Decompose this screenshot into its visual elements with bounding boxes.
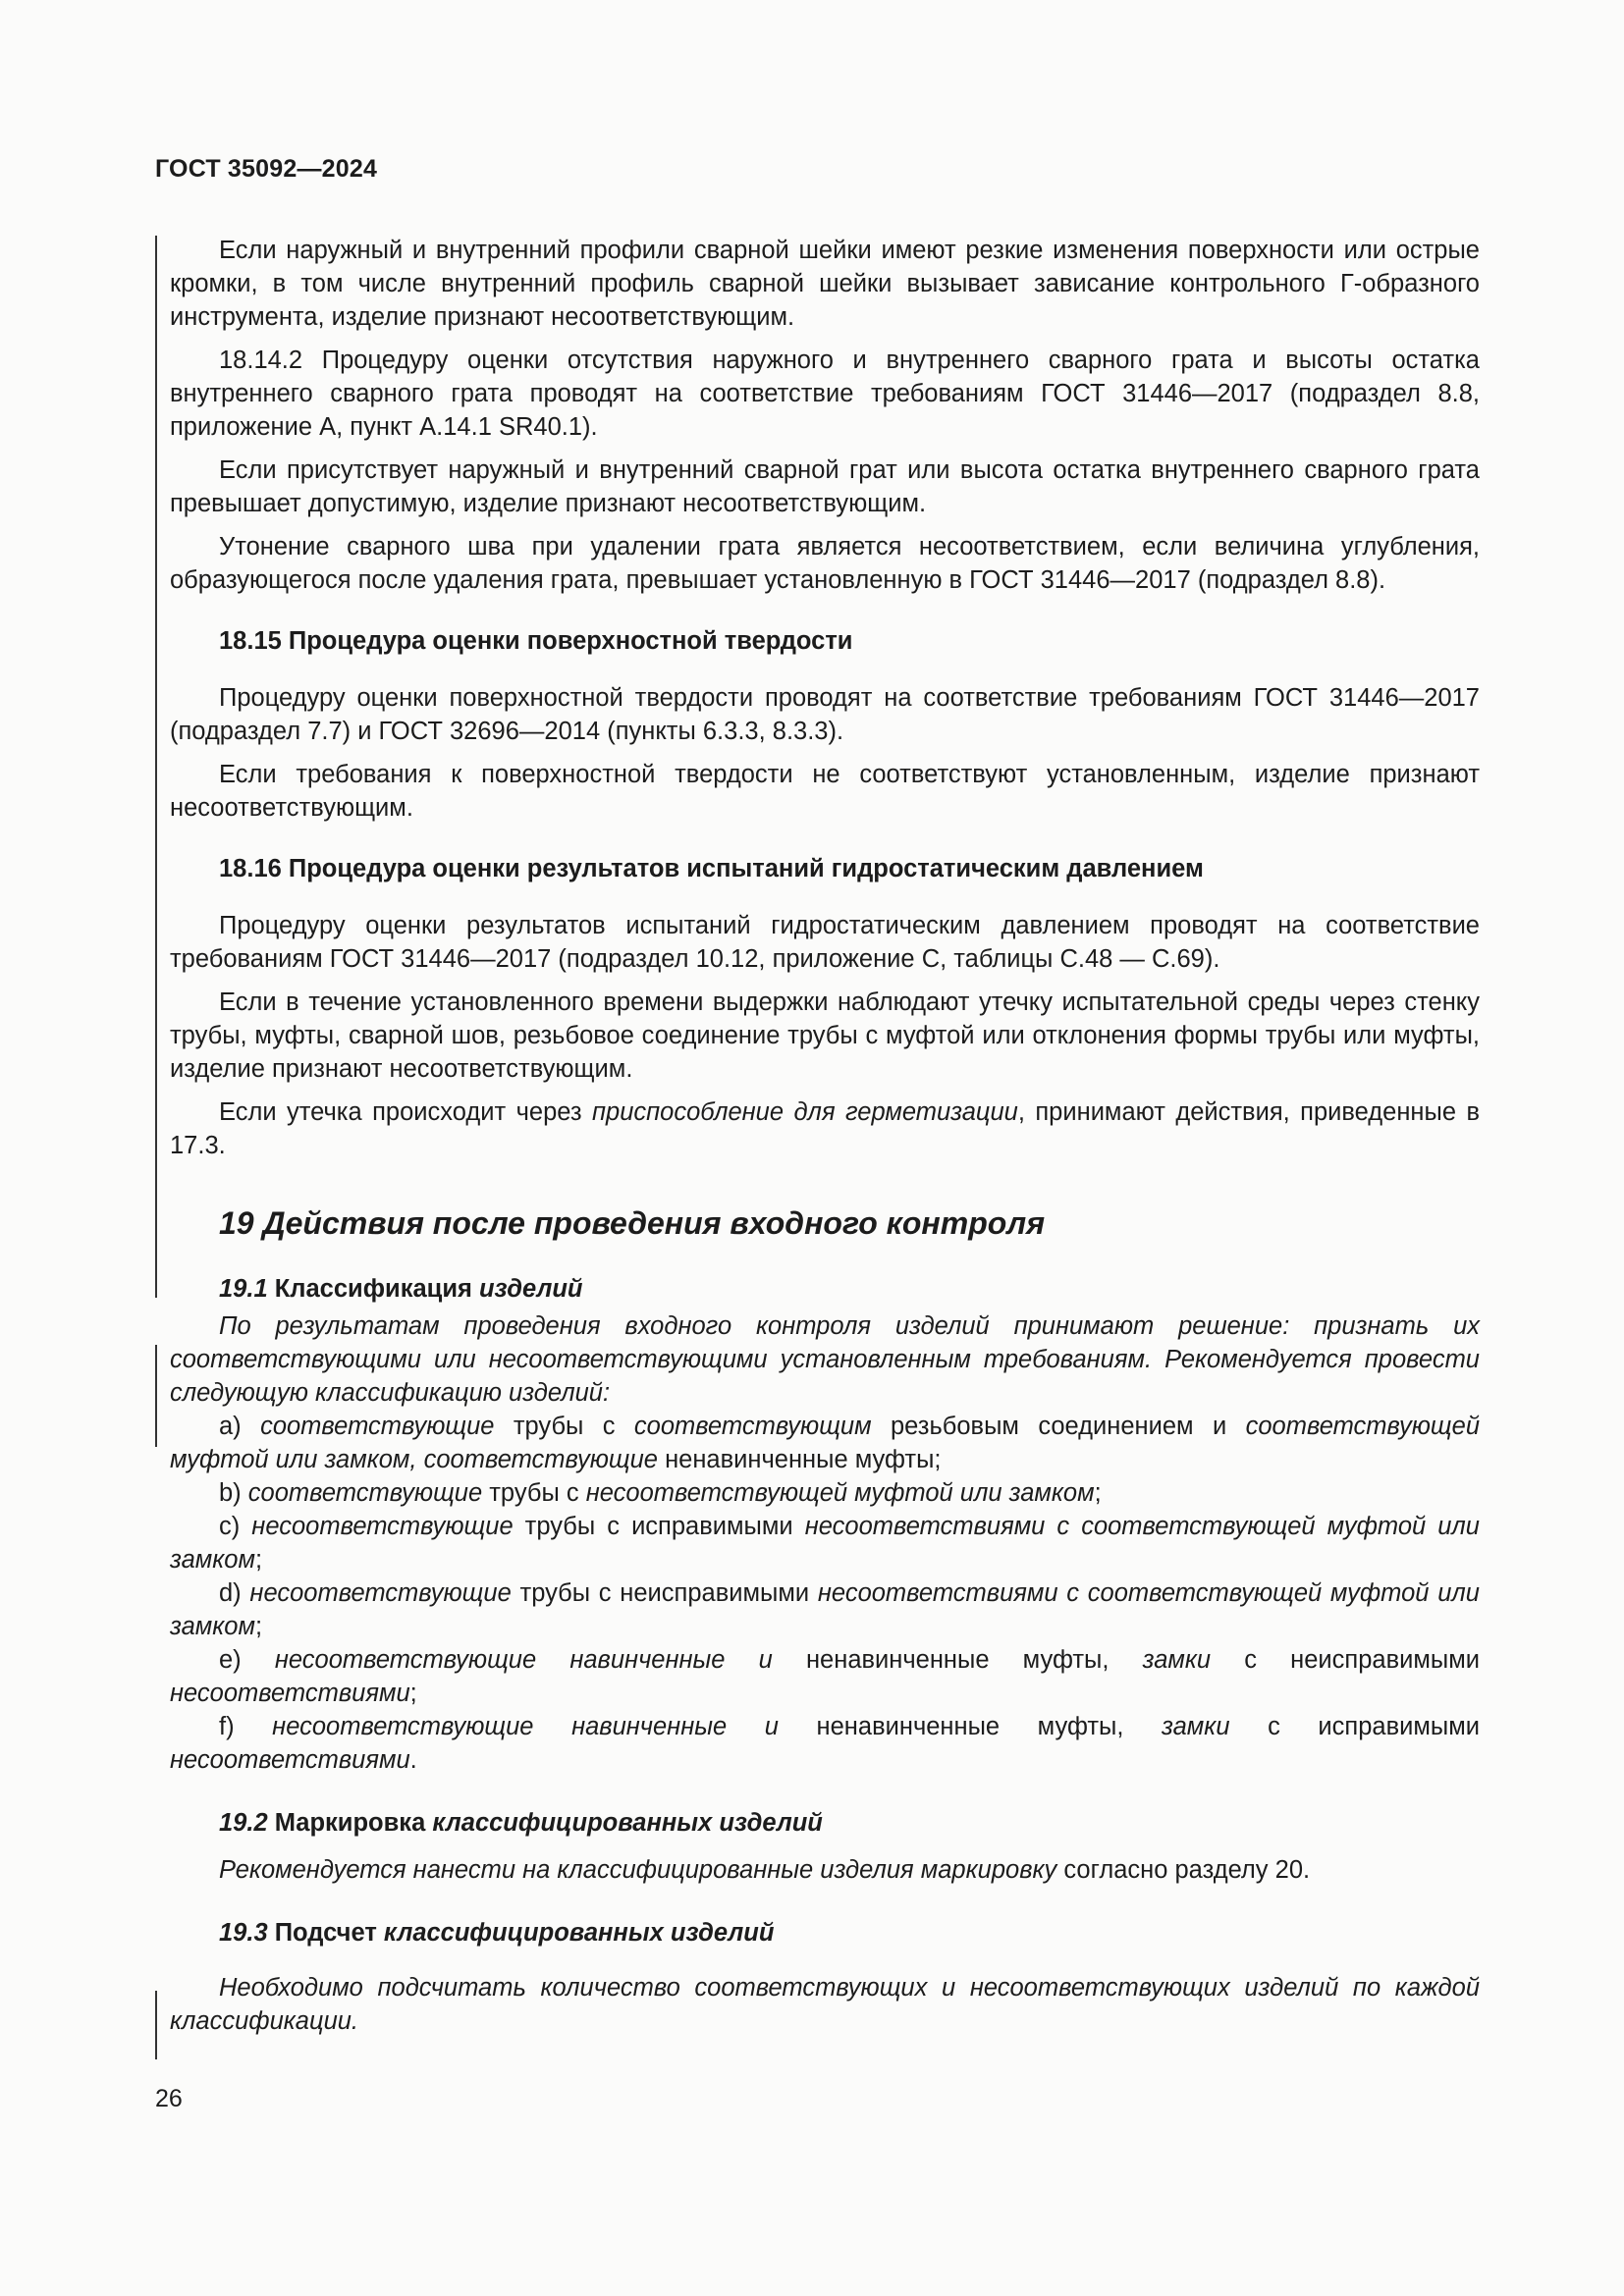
paragraph: Если наружный и внутренний профили сварной шейки имеют резкие изменения поверхности или острые кромки, в том числе внутренний профиль сварной шейки вызывает зависание контрольного Г-образного инструмента, изделие признают несоответствующим.	[170, 237, 1480, 331]
change-bar	[155, 236, 157, 1298]
paragraph: Если требования к поверхностной твердости не соответствуют установленным, изделие признают несоответствующим.	[170, 761, 1480, 822]
page-number: 26	[155, 2085, 183, 2112]
list-item: f) несоответствующие навинченные и ненавинченные муфты, замки с исправимыми несоответствиями.	[170, 1713, 1480, 1774]
document-header: ГОСТ 35092—2024	[155, 155, 378, 183]
paragraph: Если присутствует наружный и внутренний сварной грат или высота остатка внутреннего сварного грата превышает допустимую, изделие признают несоответствующим.	[170, 456, 1480, 517]
paragraph: Утонение сварного шва при удалении грата является несоответствием, если величина углубления, образующегося после удаления грата, превышает установленную в ГОСТ 31446—2017 (подраздел 8.8).	[170, 533, 1480, 594]
change-bar	[155, 1991, 157, 2059]
list-item: c) несоответствующие трубы с исправимыми несоответствиями с соответствующей муфтой или замком;	[170, 1513, 1480, 1574]
chapter-heading: 19 Действия после проведения входного контроля	[219, 1205, 1046, 1241]
paragraph: Если в течение установленного времени выдержки наблюдают утечку испытательной среды через стенку трубы, муфты, сварной шов, резьбовое соединение трубы с муфтой или отклонения формы трубы или муфты, изделие признают несоответствующим.	[170, 988, 1480, 1083]
paragraph: 18.14.2 Процедуру оценки отсутствия наружного и внутреннего сварного грата и высоты остатка внутреннего сварного грата проводят на соответствие требованиям ГОСТ 31446—2017 (подраздел 8.8, приложение A, пункт A.14.1 SR40.1).	[170, 347, 1480, 441]
paragraph: Необходимо подсчитать количество соответствующих и несоответствующих изделий по каждой классификации.	[170, 1974, 1480, 2035]
subsection-heading: 19.3 Подсчет классифицированных изделий	[219, 1919, 775, 1947]
list-item: a) соответствующие трубы с соответствующим резьбовым соединением и соответствующей муфтой или замком, соответствующие ненавинченные муфты;	[170, 1413, 1480, 1473]
section-heading: 18.16 Процедура оценки результатов испытаний гидростатическим давлением	[219, 855, 1204, 882]
change-bar	[155, 1345, 157, 1447]
paragraph: Процедуру оценки поверхностной твердости проводят на соответствие требованиям ГОСТ 31446—2017 (подраздел 7.7) и ГОСТ 32696—2014 (пункты 6.3.3, 8.3.3).	[170, 684, 1480, 745]
list-item: b) соответствующие трубы с несоответствующей муфтой или замком;	[219, 1479, 1102, 1507]
list-item: e) несоответствующие навинченные и ненавинченные муфты, замки с неисправимыми несоответствиями;	[170, 1646, 1481, 1707]
paragraph: Процедуру оценки результатов испытаний гидростатическим давлением проводят на соответствие требованиям ГОСТ 31446—2017 (подраздел 10.12, приложение С, таблицы С.48 — С.69).	[170, 912, 1480, 973]
paragraph: Если утечка происходит через приспособление для герметизации, принимают действия, приведенные в 17.3.	[170, 1098, 1480, 1159]
section-heading: 18.15 Процедура оценки поверхностной твердости	[219, 627, 853, 655]
subsection-heading: 19.2 Маркировка классифицированных изделий	[219, 1809, 823, 1837]
subsection-heading: 19.1 Классификация изделий	[219, 1275, 583, 1303]
list-item: d) несоответствующие трубы с неисправимыми несоответствиями с соответствующей муфтой или замком;	[170, 1579, 1480, 1640]
document-body	[170, 234, 1480, 2038]
paragraph: Рекомендуется нанести на классифицированные изделия маркировку согласно разделу 20.	[219, 1856, 1311, 1884]
paragraph: По результатам проведения входного контроля изделий принимают решение: признать их соответствующими или несоответствующими установленным требованиям. Рекомендуется провести следующую классификацию изделий:	[170, 1312, 1480, 1407]
